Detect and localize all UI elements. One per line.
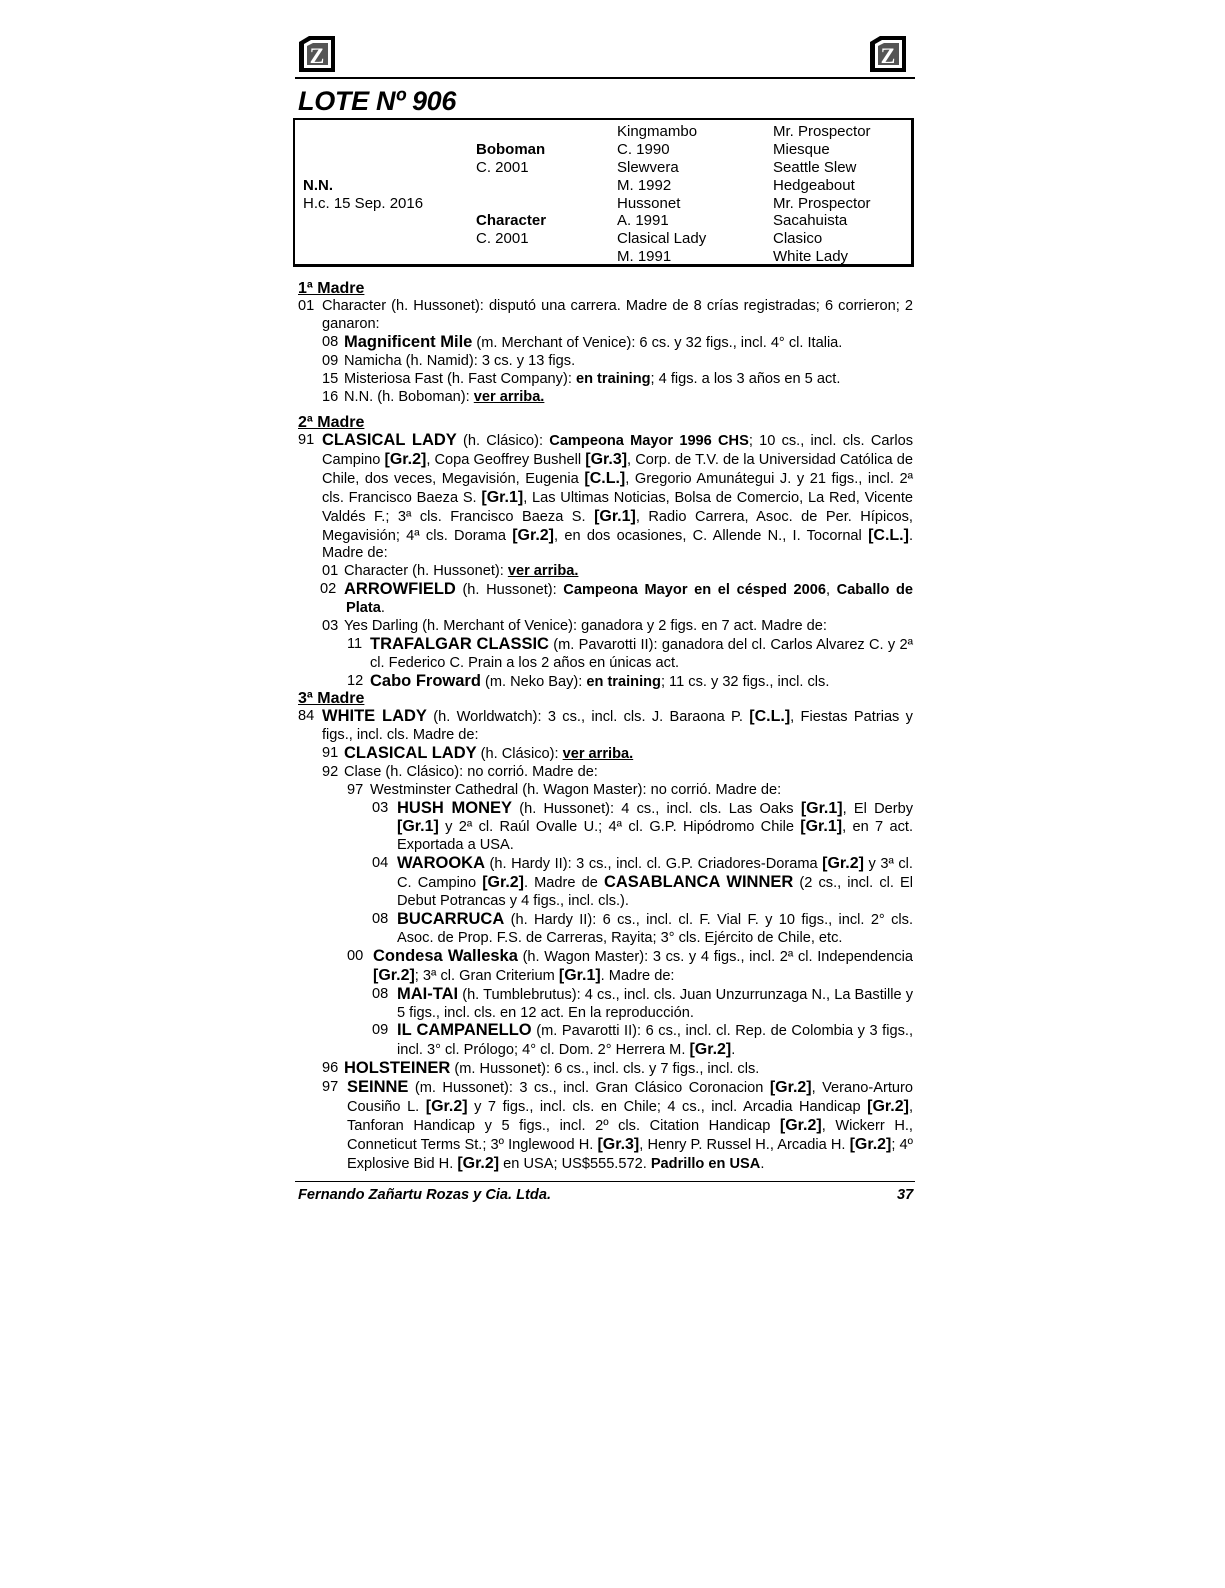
pedigree-col4-item: Miesque [773,141,830,158]
sire-name: Boboman [476,141,546,158]
list-item [298,353,913,371]
entry-number: 91 [322,744,339,761]
entry-text: (h. Worldwatch): 3 cs., incl. cls. J. Baraona P. [426,709,750,725]
entry-text: (m. Pavarotti II): ganadora del cl. Carlos Alvarez C. y 2ª cl. Federico C. Prain a los 2 años en únicas act. [370,636,913,671]
entry-number: 08 [372,985,389,1002]
horse-name: CLASICAL LADY [344,743,477,762]
grade-badge: [Gr.2] [689,1041,732,1059]
pedigree-col4-item: Sacahuista [773,212,848,229]
pedigree-col3-item: M. 1991 [617,248,672,265]
entry-number: 03 [372,799,389,816]
entry-text: ; 3ª cl. Gran Criterium [414,967,559,984]
pedigree-table [293,118,914,267]
grade-badge: [Gr.2] [849,1135,892,1153]
grade-badge: [C.L.] [749,708,791,725]
list-item [298,581,913,618]
section-title: 2ª Madre [298,414,365,431]
entry-number: 03 [322,618,339,635]
section-title: 3ª Madre [298,690,365,707]
grade-badge: [Gr.2] [425,1098,468,1116]
horse-name: MAI-TAI [397,984,459,1003]
entry-text: ; 4 figs. a los 3 años en 5 act. [650,370,841,387]
pedigree-col4-item: White Lady [773,248,849,265]
see-above-link: ver arriba. [507,563,579,580]
entry-text: (2 cs., incl. cl. El Debut Potrancas y 4 figs., incl. cls.). [397,875,913,910]
second-dam-section [298,413,913,692]
dam-name: Character [476,212,547,229]
horse-name: SEINNE [347,1078,409,1097]
entry-number: 15 [322,370,339,387]
entry-number: 16 [322,388,339,405]
list-item [298,618,913,636]
horse-name: Cabo Froward [370,671,481,690]
entry-text: (h. Clásico): [476,745,563,762]
list-item [298,334,913,353]
entry-number: 04 [372,855,389,872]
list-item [298,764,913,782]
grade-badge: [Gr.3] [597,1135,640,1153]
entry-number: 08 [372,910,389,927]
grade-badge: [Gr.1] [594,507,636,525]
pedigree-col4-item: Mr. Prospector [773,195,871,212]
horse-name: WHITE LADY [322,707,427,725]
entry-text: (h. Hussonet): [455,582,564,599]
entry-text: (m. Hussonet): 6 cs., incl. cls. y 7 figs., incl. cls. [450,1061,760,1078]
entry-number: 02 [320,581,337,598]
title-text: Campeona Mayor en el césped 2006 [563,582,826,599]
list-item [298,708,913,745]
horse-name: HUSH MONEY [397,798,513,817]
see-above-link: ver arriba. [473,388,545,405]
horse-name: WAROOKA [397,854,485,873]
horse-name: HOLSTEINER [344,1059,451,1078]
list-item [298,782,913,800]
pedigree-col3-item: C. 1990 [617,141,670,158]
entry-text: (h. Tumblebrutus): 4 cs., incl. cls. Juan Unzurrunzaga N., La Bastille y 5 figs., incl. cls. en 12 act. En la reproducción. [397,986,913,1021]
entry-text: (m. Hussonet): 3 cs., incl. Gran Clásico Coronacion [408,1080,770,1097]
entry-text: , [825,582,837,599]
status-text: Padrillo en USA [650,1155,761,1172]
list-item [298,432,913,563]
entry-number: 96 [322,1060,339,1077]
svg-text:Z: Z [880,43,896,68]
entry-text: Yes Darling (h. Merchant of Venice): ganadora y 2 figs. en 7 act. Madre de: [344,618,827,635]
list-item [298,1022,913,1060]
dam-detail: C. 2001 [476,230,529,247]
list-item [298,371,913,389]
entry-text: . [380,600,385,617]
entry-text: , El Derby [842,800,914,817]
entry-text: , Radio Carrera, Asoc. de Per. Hípicos, Megavisión; 4ª cls. Dorama [322,508,913,544]
grade-badge: [Gr.2] [373,966,415,984]
subject-detail: H.c. 15 Sep. 2016 [303,195,424,212]
entry-number: 91 [298,432,315,448]
footer-rule [295,1181,915,1182]
entry-text: , Tanforan Handicap y 5 figs., incl. 2º cls. Citation Handicap [347,1099,914,1134]
pedigree-col3-item: Kingmambo [617,123,698,140]
grade-badge: [Gr.2] [779,1116,822,1134]
sire-detail: C. 2001 [476,159,529,176]
entry-number: 09 [322,352,339,369]
pedigree-col3-item: Slewvera [617,159,679,176]
see-above-link: ver arriba. [562,745,634,762]
third-dam-section [298,689,913,1174]
pedigree-col4-item: Hedgeabout [773,177,855,194]
list-item [298,911,913,948]
title-text: Campeona Mayor 1996 CHS [549,433,749,449]
grade-badge: [Gr.1] [800,799,843,817]
entry-number: 97 [347,781,364,798]
svg-text:Z: Z [309,43,325,68]
header-rule [295,77,915,79]
entry-number: 97 [322,1079,339,1096]
entry-text: Misteriosa Fast (h. Fast Company): [344,370,576,387]
list-item [298,1060,913,1079]
grade-badge: [Gr.2] [512,526,555,544]
grade-badge: [Gr.1] [800,818,843,836]
list-item [298,636,913,673]
entry-number: 08 [322,333,339,350]
list-item [298,563,913,581]
footer-company: Fernando Zañartu Rozas y Cia. Ltda. [298,1187,551,1203]
entry-text: , Gregorio Amunátegui J. y 21 figs., incl. 2ª cls. Francisco Baeza S. [322,470,913,506]
entry-text: , Las Ultimas Noticias, Bolsa de Comercio, La Red, Vicente Valdés F.; 3ª cls. Francisco Baeza S. [322,489,913,525]
entry-text: . Madre de: [600,967,675,984]
entry-text: N.N. (h. Boboman): [344,388,474,405]
entry-text: , Wickerr H., Conneticut Terms St.; 3º Inglewood H. [347,1117,913,1153]
entry-text: Character (h. Hussonet): disputó una carrera. Madre de 8 crías registradas; 6 corrieron; 2 ganaron: [322,298,913,332]
horse-name: Magnificent Mile [344,332,473,351]
entry-text: , en 7 act. Exportada a USA. [397,819,913,854]
grade-badge: [Gr.2] [384,450,427,468]
grade-badge: [Gr.2] [482,874,524,892]
entry-text: , Verano-Arturo Cousiño L. [347,1080,913,1116]
grade-badge: [C.L.] [868,526,909,544]
pedigree-col3-item: M. 1992 [617,177,672,194]
pedigree-col3-item: A. 1991 [617,212,669,229]
horse-name: IL CAMPANELLO [397,1021,532,1040]
entry-text: , Corp. de T.V. de la Universidad Católica de Chile, dos veces, Megavisión, Eugenia [322,451,913,487]
entry-text: Westminster Cathedral (h. Wagon Master): no corrió. Madre de: [370,781,782,798]
entry-text: , Fiestas Patrias y figs., incl. cls. Madre de: [322,709,913,743]
grade-badge: [C.L.] [584,469,626,487]
zanartu-logo [868,34,910,76]
pedigree-col4-item: Seattle Slew [773,159,857,176]
entry-number: 92 [322,763,339,780]
list-item [298,389,913,407]
grade-badge: [Gr.3] [585,450,628,468]
horse-name: Condesa Walleska [373,946,518,965]
entry-text: ; 10 cs., incl. cls. Carlos Campino [322,433,913,468]
horse-name: CASABLANCA WINNER [603,873,794,892]
horse-name: ARROWFIELD [344,580,456,599]
entry-text: ; 11 cs. y 32 figs., incl. cls. [660,673,830,690]
entry-text: , Henry P. Russel H., Arcadia H. [639,1136,850,1153]
entry-text: Namicha (h. Namid): 3 cs. y 13 figs. [344,352,576,369]
entry-text: , Copa Geoffrey Bushell [426,451,586,468]
entry-number: 11 [347,635,363,652]
page-number: 37 [897,1187,914,1203]
entry-number: 09 [372,1022,389,1039]
entry-text: Character (h. Hussonet): [344,563,508,580]
entry-text: (h. Clásico): [456,433,550,449]
list-item [298,986,913,1023]
entry-text: y 7 figs., incl. cls. en Chile; 4 cs., incl. Arcadia Handicap [467,1099,868,1116]
pedigree-col4-item: Clasico [773,230,823,247]
status-text: en training [575,370,651,387]
list-item [298,745,913,764]
entry-text: (h. Wagon Master): 3 cs. y 4 figs., incl. 2ª cl. Independencia [517,948,914,965]
entry-text: (m. Merchant of Venice): 6 cs. y 32 figs., incl. 4° cl. Italia. [472,334,843,351]
pedigree-col4-item: Mr. Prospector [773,123,871,140]
entry-text: . Madre de [524,875,604,892]
entry-text: (m. Pavarotti II): 6 cs., incl. cl. Rep. de Colombia y 3 figs., incl. 3° cl. Prólogo; 4° cl. Dom. 2° Herrera M. [397,1023,914,1059]
entry-text: ; 4º Explosive Bid H. [347,1136,914,1172]
entry-text: . [760,1155,765,1172]
status-text: en training [586,673,661,690]
list-item [298,1079,913,1174]
horse-name: TRAFALGAR CLASSIC [370,634,549,653]
zanartu-logo [297,34,339,76]
entry-text: . Madre de: [322,527,913,562]
entry-number: 12 [347,672,364,689]
title-text: Caballo de Plata [346,582,914,617]
entry-number: 01 [298,298,315,314]
grade-badge: [Gr.2] [457,1154,500,1172]
first-dam-section [298,279,913,406]
entry-text: y 2ª cl. Raúl Ovalle U.; 4ª cl. G.P. Hipódromo Chile [438,819,801,836]
entry-text: Clase (h. Clásico): no corrió. Madre de: [344,763,598,780]
grade-badge: [Gr.2] [867,1098,909,1116]
entry-text: , en dos ocasiones, C. Allende N., I. Tocornal [554,527,869,544]
horse-name: CLASICAL LADY [322,431,457,449]
list-item [298,800,913,856]
entry-number: 01 [322,563,339,580]
horse-name: BUCARRUCA [397,909,505,928]
pedigree-col3-item: Hussonet [617,195,681,212]
entry-text: (h. Hardy II): 6 cs., incl. cl. F. Vial F. y 10 figs., incl. 2° cls. Asoc. de Prop. F.S. de Carreras, Rayita; 3° cls. Ejército de Chile, etc. [397,911,913,946]
grade-badge: [Gr.1] [481,488,524,506]
entry-text: . [731,1042,736,1059]
entry-text: en USA; US$555.572. [499,1155,651,1172]
list-item [298,855,913,911]
grade-badge: [Gr.2] [769,1079,812,1097]
grade-badge: [Gr.1] [558,966,601,984]
list-item [298,948,913,986]
entry-text: (h. Hussonet): 4 cs., incl. cls. Las Oaks [512,800,801,817]
entry-text: y 3ª cl. C. Campino [397,856,913,892]
section-title: 1ª Madre [298,280,365,297]
entry-number: 00 [347,947,364,964]
list-item [298,298,913,334]
entry-number: 84 [298,708,315,724]
lot-title: LOTE Nº 906 [298,86,457,116]
grade-badge: [Gr.1] [397,818,439,836]
grade-badge: [Gr.2] [822,855,864,873]
entry-text: (m. Neko Bay): [480,673,587,690]
subject-name: N.N. [303,177,333,194]
entry-text: (h. Hardy II): 3 cs., incl. cl. G.P. Criadores-Dorama [485,856,823,873]
pedigree-col3-item: Clasical Lady [617,230,707,247]
